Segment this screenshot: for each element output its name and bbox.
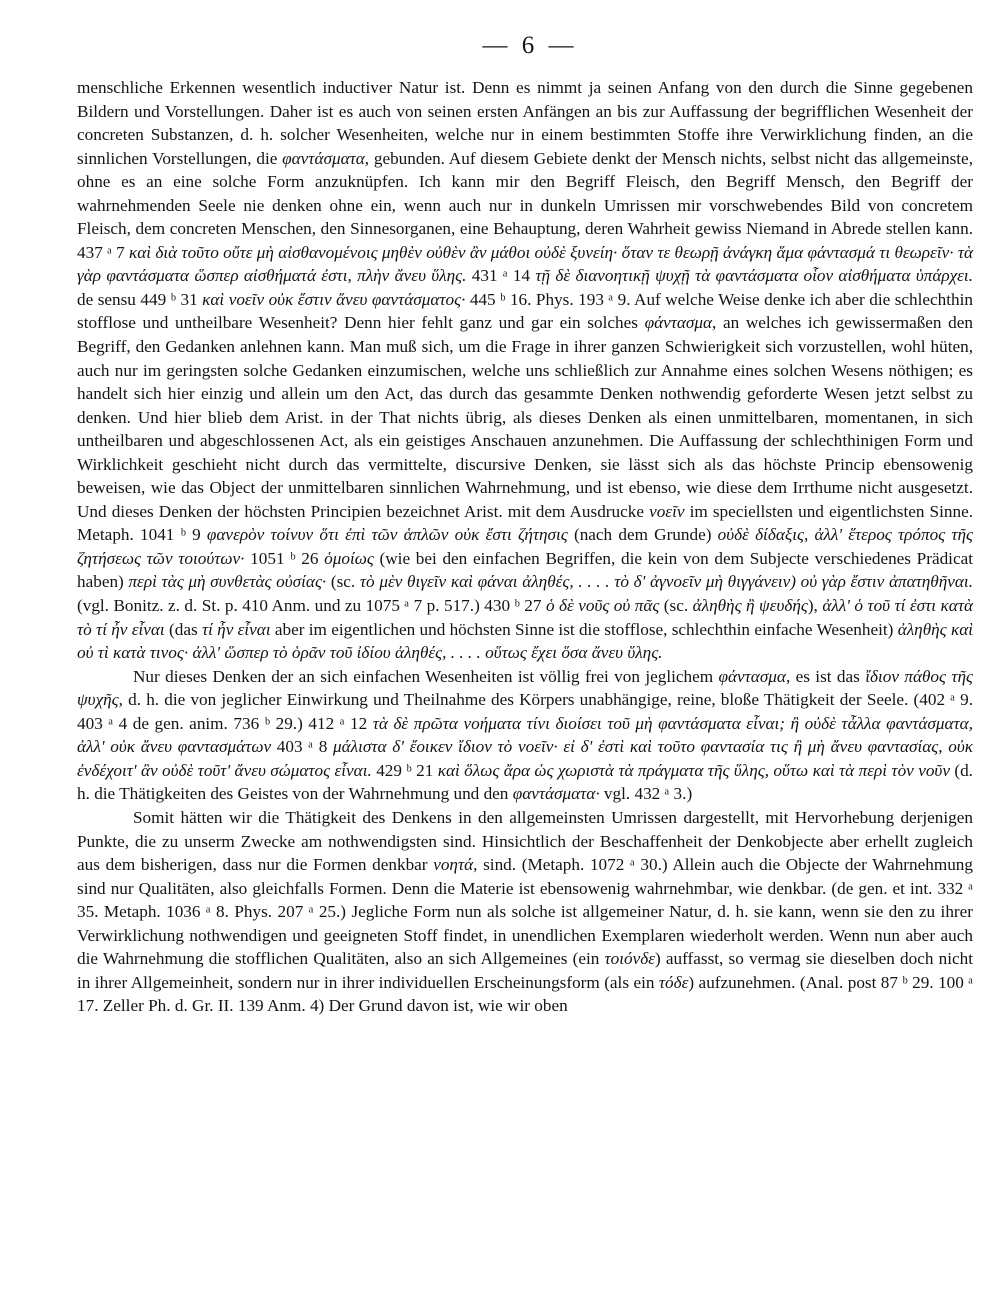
text-run: (sc. <box>659 596 693 616</box>
text-run: , gebunden. Auf diesem Gebiete denkt der Mensch nichts, selbst nicht das allgemeinste, ohne es an eine solche Form anzuknüpfen. Ich kann mir den Begriff Fleisch, den Begriff Mensch, den Begriff der wahrnehmenden Seele nie denken ohne ein, wenn auch nur in dunkeln Umrissen mir vorschwebendes Bild von concretem Fleisch, dem concreten Menschen, den Sinnesorganen, eine Behauptung, deren Wahrheit gewiss Niemand in Abrede stellen kann. 437 ᵃ 7 <box>77 148 973 262</box>
text-run: (d. h. die Thätigkeiten des Geistes von der Wahrnehmung und den <box>77 760 973 804</box>
greek-quotation: τὰ δὲ πρῶτα νοήματα τίνι διοίσει τοῦ μὴ φαντάσματα εἶναι; ἢ οὐδὲ τἆλλα φαντάσματα, ἀλλ' οὐκ ἄνευ φαντασμάτων <box>77 713 973 757</box>
greek-quotation: ἴδιον πάθος τῆς ψυχῆς <box>77 666 974 710</box>
paragraph <box>77 806 973 1018</box>
text-run: , d. h. die von jeglicher Einwirkung und Theilnahme des Körpers unabhängige, reine, bloße Thätigkeit der Seele. (402 ᵃ 9. 403 ᵃ 4 de gen. anim. 736 ᵇ 29.) 412 ᵃ 12 <box>77 690 973 733</box>
text-run: ) auffasst, so vermag sie dieselben doch nicht in ihrer Allgemeinheit, sondern nur in ihrer individuellen Erscheinungsform (als ein <box>77 949 973 992</box>
text-run: ), <box>807 596 823 616</box>
text-run: Somit hätten wir die Thätigkeit des Denkens in den allgemeinsten Umrissen dargestellt, mit Hervorhebung derjenigen Punkte, die zu unserm Zwecke am nothwendigsten sind. Hinsichtlich der Beschaffenheit der Denkobjecte aber erhellt zugleich aus dem bisherigen, dass nur die Formen denkbar <box>77 807 973 875</box>
text-run: de sensu 449 ᵇ 31 <box>77 289 203 309</box>
greek-quotation: φανερὸν τοίνυν ὅτι ἐπὶ τῶν ἁπλῶν οὐκ ἔστι ζήτησις <box>206 525 568 545</box>
body-text <box>77 76 973 1018</box>
greek-quotation: νοητά <box>433 855 474 875</box>
text-run: (nach dem Grunde) <box>567 525 718 545</box>
greek-quotation: τόδε <box>658 972 689 992</box>
text-run: vgl. 432 ᵃ 3.) <box>599 784 693 804</box>
text-run: im speciellsten und eigentlichsten Sinne. Metaph. 1041 ᵇ 9 <box>77 501 973 545</box>
text-run: 429 ᵇ 21 <box>371 760 438 780</box>
greek-quotation: ἀληθὴς ἢ ψευδής <box>692 596 808 616</box>
greek-quotation: ἀληθὴς καὶ οὐ τὶ κατὰ τινος· ἀλλ' ὥσπερ τὸ ὁρᾶν τοῦ ἰδίου ἀληθές, . . . . οὕτως ἔχει ὅσα ἄνευ ὕλης. <box>77 619 973 663</box>
text-run: 1051 ᵇ 26 <box>244 548 325 568</box>
paragraph <box>77 76 973 665</box>
greek-quotation: νοεῖν <box>649 501 685 521</box>
greek-quotation: φαντάσματα <box>282 148 365 168</box>
greek-quotation: φάντασμα <box>718 666 786 686</box>
greek-quotation: ὁ δὲ νοῦς οὐ πᾶς <box>545 596 660 616</box>
page-number: — 6 — <box>482 32 578 59</box>
greek-quotation: τῇ δὲ διανοητικῇ ψυχῇ τὰ φαντάσματα οἷον αἰσθήματα ὑπάρχει. <box>535 266 974 286</box>
paragraph <box>77 665 973 806</box>
greek-quotation: ὁμοίως <box>324 548 374 568</box>
text-run: , es ist das <box>785 666 866 686</box>
text-run: , sind. (Metaph. 1072 ᵃ 30.) Allein auch die Objecte der Wahrnehmung sind nur Qualitäten, also gleichfalls Formen. Denn die Materie ist ebensowenig wahrnehmbar, wie denkbar. (de gen. et int. 332 ᵃ 35. Metaph. 1036 ᵃ 8. Phys. 207 ᵃ 25.) Jegliche Form nun als solche ist allgemeiner Natur, d. h. sie kann, wenn sie den zu ihrer Verwirklichung nothwendigen und geeigneten Stoff findet, in unendlichen Exemplaren wiederholt werden. Wenn nun aber auch die Wahrnehmung die stofflichen Qualitäten, also an sich Allgemeines (ein <box>77 855 973 969</box>
text-run: (wie bei den einfachen Begriffen, die kein von dem Subjecte verschiedenes Prädicat haben) <box>77 548 973 592</box>
greek-quotation: καὶ διὰ τοῦτο οὔτε μὴ αἰσθανομένοις μηθὲν οὐθὲν ἂν μάθοι οὐδὲ ξυνείη· ὅταν τε θεωρῇ ἀνάγκη ἅμα φάντασμά τι θεωρεῖν· τὰ γὰρ φαντάσματα ὥσπερ αἰσθήματά ἐστι, πλὴν ἄνευ ὕλης. <box>77 242 973 286</box>
text-run: aber im eigentlichen und höchsten Sinne ist die stofflose, schlechthin einfache Wesenheit) <box>270 619 898 639</box>
text-run: (sc. <box>326 572 360 592</box>
greek-quotation: φαντάσματα· <box>512 784 600 804</box>
greek-quotation: καὶ νοεῖν οὐκ ἔστιν ἄνευ φαντάσματος· <box>202 289 466 309</box>
text-run: menschliche Erkennen wesentlich inductiver Natur ist. Denn es nimmt ja seinen Anfang von den durch die Sinne gegebenen Bildern und Vorstellungen. Daher ist es auch von seinen ersten Anfängen an bis zur Auffassung der begrifflichen Wesenheit der concreten Substanzen, d. h. solcher Wesenheiten, welche nur in einem bestimmten Stoffe ihre Verwirklichung finden, an die sinnlichen Vorstellungen, die <box>77 78 973 168</box>
greek-quotation: οὐδὲ δίδαξις, ἀλλ' ἕτερος τρόπος τῆς ζητήσεως τῶν τοιούτων· <box>77 525 973 568</box>
text-run: Nur dieses Denken der an sich einfachen Wesenheiten ist völlig frei von jeglichem <box>133 666 719 686</box>
text-run: 403 ᵃ 8 <box>271 737 333 757</box>
text-run: 445 ᵇ 16. Phys. 193 ᵃ 9. Auf welche Weise denke ich aber die schlechthin stofflose und untheilbare Wesenheit? Denn hier fehlt ganz und gar ein solches <box>77 289 973 333</box>
greek-quotation: τὸ μὲν θιγεῖν καὶ φάναι ἀληθές, . . . . τὸ δ' ἀγνοεῖν μὴ θιγγάνειν) οὐ γὰρ ἔστιν ἀπατηθῆναι. <box>359 572 974 592</box>
greek-quotation: περὶ τὰς μὴ συνθετὰς οὐσίας· <box>128 572 327 592</box>
greek-quotation: τοιόνδε <box>604 949 656 969</box>
text-run: (vgl. Bonitz. z. d. St. p. 410 Anm. und zu 1075 ᵃ 7 p. 517.) 430 ᵇ 27 <box>77 596 546 616</box>
greek-quotation: μάλιστα δ' ἔοικεν ἴδιον τὸ νοεῖν· εἰ δ' ἐστὶ καὶ τοῦτο φαντασία τις ἢ μὴ ἄνευ φαντασίας, οὐκ ἐνδέχοιτ' ἂν οὐδὲ τοῦτ' ἄνευ σώματος εἶναι. <box>77 737 973 780</box>
greek-quotation: τί ἦν εἶναι <box>201 619 271 639</box>
text-run: ) aufzunehmen. (Anal. post 87 ᵇ 29. 100 ᵃ 17. Zeller Ph. d. Gr. II. 139 Anm. 4) Der Grund davon ist, wie wir oben <box>77 972 973 1016</box>
greek-quotation: φάντασμα <box>644 313 713 333</box>
greek-quotation: ἀλλ' ὁ τοῦ τί ἐστι κατὰ τὸ τί ἦν εἶναι <box>77 596 973 639</box>
text-run: , an welches ich gewissermaßen den Begriff, den Gedanken anlehnen kann. Man muß sich, um die Frage in ihrer ganzen Schwierigkeit sich vorzustellen, wohl hüten, auch nur im geringsten solche Gedanken einzumischen, welche uns schließlich zur Annahme eines solchen Wesens nöthigen; es handelt sich hier einzig und allein um den Act, das durch das gesammte Denken nothwendig geforderte Wesen jetzt selbst zu denken. Und hier blieb dem Arist. in der That nichts übrig, als dieses Denken als einen unmittelbaren, momentanen, in sich untheilbaren und abgeschlossenen Act, als ein geistiges Anschauen anzunehmen. Die Auffassung der schlechthinigen Form und Wirklichkeit geschieht nicht durch das vermittelte, discursive Denken, sie lässt sich als das höchste Princip ebensowenig beweisen, wie das Object der unmittelbaren sinnlichen Wahrnehmung, und ist ebenso, wie diese dem Irrthume nicht ausgesetzt. Und dieses Denken der höchsten Principien bezeichnet Arist. mit dem Ausdrucke <box>77 313 973 521</box>
greek-quotation: καὶ ὅλως ἄρα ὡς χωριστὰ τὰ πράγματα τῆς ὕλης, οὕτω καὶ τὰ περὶ τὸν νοῦν <box>437 760 950 780</box>
text-run: (das <box>164 619 202 639</box>
text-run: 431 ᵃ 14 <box>466 266 536 286</box>
